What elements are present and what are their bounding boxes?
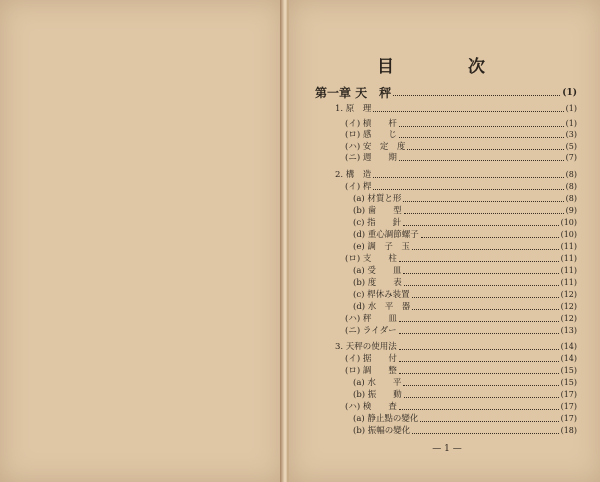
toc-entry-page: (7) — [565, 153, 577, 162]
toc-entry-label: (d) 重心調節螺子 — [353, 230, 419, 240]
toc-entry-page: (17) — [560, 414, 577, 423]
toc-leader-dots — [399, 137, 564, 138]
toc-entry-label: (イ) 据 付 — [345, 354, 397, 364]
toc-entry — [353, 426, 577, 436]
toc-entry-label: (a) 受 皿 — [353, 266, 402, 276]
toc-leader-dots — [403, 201, 563, 202]
toc-entry — [345, 119, 577, 129]
toc-entry-label: 3. 天秤の使用法 — [335, 342, 397, 352]
toc-leader-dots — [373, 111, 563, 112]
toc-entry — [353, 278, 577, 288]
toc-entry-label: (ロ) 調 整 — [345, 366, 397, 376]
toc-leader-dots — [403, 385, 558, 386]
toc-entry-label: (ハ) 秤 皿 — [345, 314, 397, 324]
heading-char-2: 次 — [468, 57, 487, 77]
toc-entry — [345, 354, 577, 364]
page-number: — 1 — — [432, 444, 462, 454]
toc-leader-dots — [412, 297, 559, 298]
toc-entry — [353, 390, 577, 400]
toc-entry — [353, 302, 577, 312]
toc-entry-label: (ロ) 支 柱 — [345, 254, 397, 264]
toc-leader-dots — [399, 160, 564, 161]
toc-entry-label: (c) 指 針 — [353, 218, 402, 228]
toc-leader-dots — [404, 397, 559, 398]
toc-entry — [315, 88, 577, 98]
toc-entry-page: (18) — [560, 426, 577, 435]
toc-leader-dots — [373, 189, 563, 190]
toc-entry-label: 第一章 天 秤 — [315, 86, 392, 100]
toc-entry — [345, 254, 577, 264]
toc-entry-page: (3) — [565, 130, 577, 139]
toc-entry — [345, 326, 577, 336]
toc-entry-page: (11) — [560, 266, 577, 275]
right-page-contents — [287, 0, 600, 482]
toc-entry-label: (ロ) 感 じ — [345, 130, 397, 140]
toc-entry-label: (ニ) ライダー — [345, 326, 397, 336]
toc-entry-label: (e) 調 子 玉 — [353, 242, 410, 252]
toc-entry — [353, 218, 577, 228]
toc-entry-label: (b) 歯 型 — [353, 206, 402, 216]
toc-leader-dots — [412, 249, 559, 250]
toc-leader-dots — [399, 361, 559, 362]
toc-entry-page: (8) — [565, 194, 577, 203]
toc-entry — [345, 366, 577, 376]
toc-entry-page: (14) — [560, 354, 577, 363]
toc-entry — [345, 402, 577, 412]
toc-entry — [345, 182, 577, 192]
toc-entry-page: (12) — [560, 302, 577, 311]
toc-entry — [353, 194, 577, 204]
toc-entry-label: (d) 水 平 器 — [353, 302, 411, 312]
toc-leader-dots — [399, 321, 559, 322]
toc-entry-page: (1) — [565, 119, 577, 128]
table-of-contents — [289, 0, 600, 482]
toc-leader-dots — [399, 373, 559, 374]
toc-entry-page: (17) — [560, 390, 577, 399]
toc-entry — [353, 290, 577, 300]
toc-entry-label: (ハ) 検 査 — [345, 402, 397, 412]
toc-entry-label: (イ) 桿 — [345, 182, 372, 192]
toc-entry — [353, 242, 577, 252]
toc-entry-page: (10) — [560, 218, 577, 227]
toc-leader-dots — [412, 309, 558, 310]
toc-entry — [353, 378, 577, 388]
toc-entry-label: (a) 水 平 — [353, 378, 402, 388]
toc-leader-dots — [399, 349, 559, 350]
heading-char-1: 目 — [377, 57, 396, 77]
toc-entry — [353, 414, 577, 424]
toc-entry — [353, 230, 577, 240]
toc-entry — [345, 130, 577, 140]
toc-entry-page: (1) — [562, 88, 577, 98]
toc-leader-dots — [399, 333, 559, 334]
toc-entry-label: 1. 原 理 — [335, 104, 372, 114]
toc-leader-dots — [403, 273, 558, 274]
toc-entry-page: (17) — [560, 402, 577, 411]
toc-entry-label: (ハ) 安 定 度 — [345, 142, 406, 152]
toc-entry-label: (b) 度 表 — [353, 278, 402, 288]
toc-entry-page: (8) — [565, 170, 577, 179]
left-page-blank — [0, 0, 285, 482]
toc-entry-label: (イ) 槓 杆 — [345, 119, 397, 129]
toc-leader-dots — [420, 421, 558, 422]
toc-entry-label: (a) 材質と形 — [353, 194, 402, 204]
toc-entry-page: (12) — [560, 314, 577, 323]
toc-entry — [335, 170, 577, 180]
toc-leader-dots — [393, 95, 560, 96]
toc-entry-page: (11) — [560, 278, 577, 287]
toc-entry-label: (b) 振 動 — [353, 390, 402, 400]
toc-leader-dots — [403, 225, 558, 226]
toc-leader-dots — [373, 177, 563, 178]
toc-entry-page: (8) — [565, 182, 577, 191]
toc-entry-label: 2. 構 造 — [335, 170, 372, 180]
toc-leader-dots — [399, 261, 559, 262]
toc-leader-dots — [399, 409, 559, 410]
toc-entry — [345, 142, 577, 152]
toc-entry-page: (12) — [560, 290, 577, 299]
toc-entry-page: (10) — [560, 230, 577, 239]
toc-entry-page: (15) — [560, 378, 577, 387]
toc-entry-label: (ニ) 週 期 — [345, 153, 397, 163]
toc-entry-label: (c) 桿休み装置 — [353, 290, 410, 300]
toc-leader-dots — [399, 126, 564, 127]
toc-entry — [353, 206, 577, 216]
toc-entry-page: (14) — [560, 342, 577, 351]
toc-entry-page: (5) — [565, 142, 577, 151]
toc-leader-dots — [404, 213, 564, 214]
toc-entry — [345, 153, 577, 163]
toc-entry-page: (13) — [560, 326, 577, 335]
toc-entry-page: (15) — [560, 366, 577, 375]
toc-entry-page: (11) — [560, 254, 577, 263]
toc-leader-dots — [421, 237, 559, 238]
toc-entry — [335, 342, 577, 352]
toc-leader-dots — [404, 285, 559, 286]
toc-entry — [353, 266, 577, 276]
toc-entry-label: (b) 振幅の變化 — [353, 426, 411, 436]
toc-entry-page: (11) — [560, 242, 577, 251]
toc-entry-label: (a) 静止點の變化 — [353, 414, 419, 424]
toc-entry-page: (1) — [565, 104, 577, 113]
toc-entry-page: (9) — [565, 206, 577, 215]
toc-leader-dots — [412, 433, 558, 434]
toc-leader-dots — [407, 149, 563, 150]
toc-entry — [345, 314, 577, 324]
toc-entry — [335, 104, 577, 114]
